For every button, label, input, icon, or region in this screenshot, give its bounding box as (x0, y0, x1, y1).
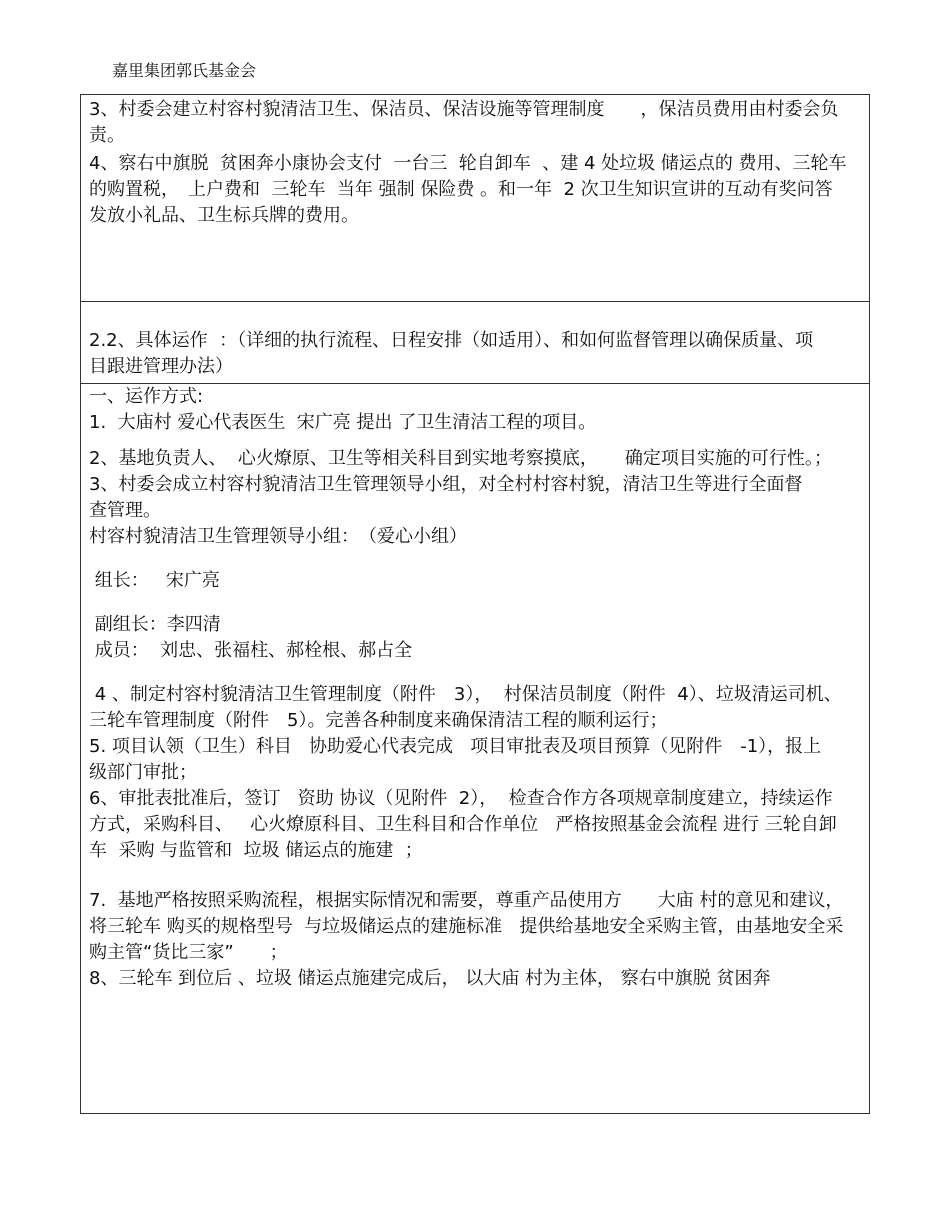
leadership-group-title: 村容村貌清洁卫生管理领导小组： （爱心小组） (89, 526, 467, 547)
spacer (89, 664, 863, 682)
section-heading-2-2: 2.2、具体运作 ：（详细的执行流程、日程安排（如适用）、和如何监督管理以确保质量、项目跟进管理办法） (89, 330, 814, 377)
step-7: 7. 基地严格按照采购流程，根据实际情况和需要，尊重产品使用方 大庙 村的意见和建议， 将三轮车 购买的规格型号 与垃圾储运点的建施标准 提供给基地安全采购主管，由基地安全采购主管“货比三家” ； (89, 890, 855, 963)
operation-mode-title: 一、运作方式: (89, 386, 204, 407)
paragraph-association-payment: 4、察右中旗脱 贫困奔小康协会支付 一台三 轮自卸车 、建 4 处垃圾 储运点的 费用、三轮车的购置税， 上户费和 三轮车 当年 强制 保险费 。和一年 2 次卫生知识宣讲的互动有奖问答发放小礼品、卫生标兵牌的费用。 (89, 153, 847, 226)
paragraph-village-committee: 3、村委会建立村容村貌清洁卫生、保洁员、保洁设施等管理制度 ，保洁员费用由村委会负责。 (89, 99, 839, 146)
group-leader: 组长： 宋广亮 (89, 570, 220, 591)
spacer (89, 594, 863, 612)
step-6: 6、审批表批准后，签订 资助 协议（见附件 2）， 检查合作方各项规章制度建立，持续运作方式，采购科目、 心火燎原科目、卫生科目和合作单位 严格按照基金会流程 进行 三轮自卸车 采购 与监管和 垃圾 储运点的施建 ； (89, 788, 837, 861)
group-members: 成员： 刘忠、张福柱、郝栓根、郝占全 (89, 640, 413, 661)
spacer (89, 864, 863, 888)
step-8: 8、三轮车 到位后 、垃圾 储运点施建完成后， 以大庙 村为主体， 察右中旗脱 贫困奔 (89, 968, 771, 989)
operation-heading-cell (81, 302, 869, 384)
step-3: 3、村委会成立村容村貌清洁卫生管理领导小组，对全村村容村貌，清洁卫生等进行全面督查管理。 (89, 474, 803, 521)
step-4: 4 、制定村容村貌清洁卫生管理制度（附件 3）， 村保洁员制度（附件 4）、垃圾清运司机、三轮车管理制度（附件 5）。完善各种制度来确保清洁工程的顺利运行； (89, 684, 842, 731)
deputy-leader: 副组长：李四清 (89, 614, 221, 635)
organization-name: 嘉里集团郭氏基金会 (112, 61, 257, 80)
step-1: 1. 大庙村 爱心代表医生 宋广亮 提出 了卫生清洁工程的项目。 (89, 412, 597, 433)
step-5: 5. 项目认领（卫生）科目 协助爱心代表完成 项目审批表及项目预算（见附件 -1），报上级部门审批； (89, 736, 822, 783)
operation-details-cell (81, 384, 869, 1113)
step-2: 2、基地负责人、 心火燎原、卫生等相关科目到实地考察摸底， 确定项目实施的可行性。； (89, 448, 832, 469)
application-form-table (80, 94, 870, 1114)
funding-responsibility-cell (81, 95, 869, 302)
spacer (89, 550, 863, 568)
spacer (89, 436, 863, 446)
